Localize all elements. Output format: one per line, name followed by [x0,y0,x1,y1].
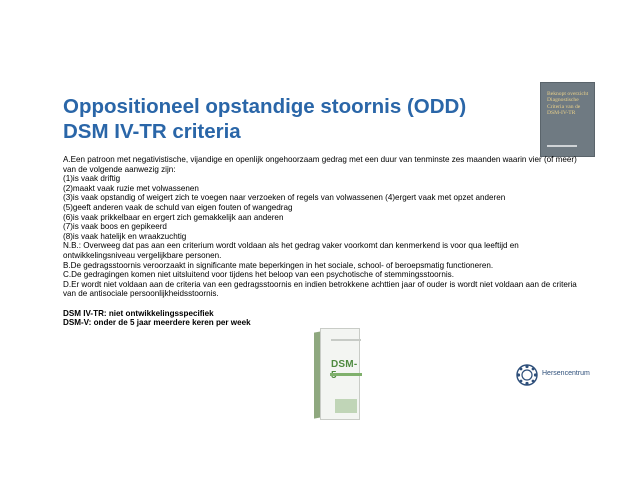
dsm-iv-tr-book-cover-image [540,82,595,157]
book-cover-rule [547,145,577,147]
book-cover-band [330,373,362,376]
criterion-item: (2)maakt vaak ruzie met volwassenen [63,183,199,193]
spacer [63,299,583,309]
criterion-item: (8)is vaak hatelijk en wraakzuchtig [63,231,187,241]
title-line-2: DSM IV-TR criteria [63,120,241,143]
book-cover-text: Beknopt overzicht Diagnostische Criteria van de DSM-IV-TR [547,91,589,116]
slide-title [63,94,533,144]
criterion-item: (6)is vaak prikkelbaar en ergert zich gemakkelijk aan anderen [63,212,284,222]
book-front [320,328,360,420]
hersencentrum-logo [516,364,626,386]
criterion-item: (5)geeft anderen vaak de schuld van eigen fouten of wangedrag [63,202,293,212]
slide-body [63,155,583,328]
book-cover-title: DSM- [331,359,358,370]
criterion-b: B.De gedragsstoornis veroorzaakt in significante mate beperkingen in het sociale, school- of beroepsmatig functioneren. [63,260,494,270]
criterion-c: C.De gedragingen komen niet uitsluitend voor tijdens het beloop van een psychotische of stemmingsstoornis. [63,270,454,280]
criterion-d: D.Er wordt niet voldaan aan de criteria van een gedragsstoornis en indien betrokkene achttien jaar of ouder is wordt niet voldaan aan de criteria van de antisociale persoonlijkheidsstoornis. [63,279,577,299]
criterion-a-intro: A.Een patroon met negativistische, vijandige en openlijk ongehoorzaam gedrag met een duur van tenminste zes maanden waarin vier (of meer) van de volgende aanwezig zijn: [63,155,577,174]
book-top-rule [331,339,361,341]
hersencentrum-logo-icon [516,364,538,386]
title-line-1: Oppositioneel opstandige stoornis (ODD) [63,95,467,118]
nb-note: N.B.: Overweeg dat pas aan een criterium wordt voldaan als het gedrag vaker voorkomt dan kenmerkend is voor qua leeftijd en ontwikkelingsniveau vergelijkbare personen. [63,241,519,260]
dsm-5-book-image [314,326,360,421]
criterion-item: (7)is vaak boos en gepikeerd [63,222,167,232]
logo-label: Hersencentrum [542,370,590,377]
criterion-item: (3)is vaak opstandig of weigert zich te voegen naar verzoeken of regels van volwassenen (4)ergert vaak met opzet anderen [63,193,506,203]
criterion-item: (1)is vaak driftig [63,174,121,184]
dsm-iv-note: DSM IV-TR: niet ontwikkelingsspecifiek [63,308,214,318]
book-cover-graphic [335,399,357,413]
dsm-v-note: DSM-V: onder de 5 jaar meerdere keren per week [63,318,251,328]
